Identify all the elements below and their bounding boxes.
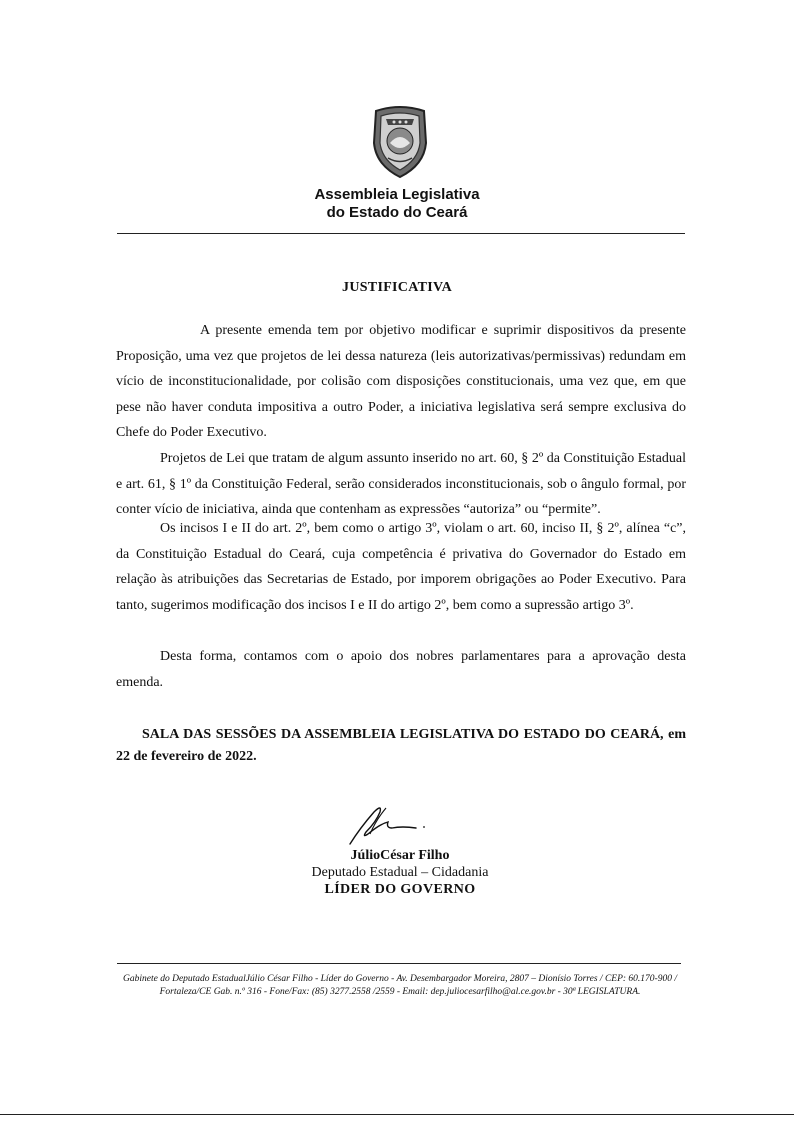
signatory-title: LÍDER DO GOVERNO	[324, 882, 476, 897]
closing-statement: SALA DAS SESSÕES DA ASSEMBLEIA LEGISLATIVA DO ESTADO DO CEARÁ, em 22 de fevereiro de 2022.	[116, 727, 686, 764]
header-divider	[117, 233, 685, 234]
document-title: JUSTIFICATIVA	[342, 280, 452, 295]
state-coat-of-arms-icon	[368, 103, 432, 179]
footer-divider	[117, 963, 681, 964]
institution-name-line2: do Estado do Ceará	[326, 204, 468, 221]
paragraph-1: A presente emenda tem por objetivo modificar e suprimir dispositivos da presente Proposição, uma vez que projetos de lei dessa natureza (leis autorizativas/permissivas) redundam em vício de inconstitucionalidade, por colisão com disposições constitucionais, uma vez que, em que pese não haver conduta impositiva a outro Poder, a iniciativa legislativa será sempre exclusiva do Chefe do Poder Executivo.	[116, 323, 686, 441]
page-bottom-edge	[0, 1114, 794, 1115]
institution-name-line1: Assembleia Legislativa	[314, 186, 480, 203]
signature-block	[290, 847, 510, 898]
signatory-role: Deputado Estadual – Cidadania	[311, 865, 489, 880]
paragraph-3: Os incisos I e II do art. 2º, bem como o artigo 3º, violam o art. 60, inciso II, § 2º, alínea “c”, da Constituição Estadual do Ceará, cuja competência é privativa do Governador do Estado em relação às atribuições das Secretarias de Estado, por imporem obrigações ao Poder Executivo. Para tanto, sugerimos modificação dos incisos I e II do artigo 2º, bem como a supressão artigo 3º.	[116, 521, 686, 613]
handwritten-signature	[340, 798, 430, 850]
footer-line-1: Gabinete do Deputado EstadualJúlio César Filho - Líder do Governo - Av. Desembargador Moreira, 2807 – Dionísio Torres / CEP: 60.170-900 /	[123, 974, 677, 984]
signatory-name: JúlioCésar Filho	[350, 848, 450, 863]
paragraph-4: Desta forma, contamos com o apoio dos nobres parlamentares para a aprovação desta emenda.	[116, 649, 686, 690]
paragraph-2: Projetos de Lei que tratam de algum assunto inserido no art. 60, § 2º da Constituição Estadual e art. 61, § 1º da Constituição Federal, serão considerados inconstitucionais, sob o ângulo formal, por conter vício de iniciativa, ainda que contenham as expressões “autoriza” ou “permite”.	[116, 451, 686, 518]
footer-line-2: Fortaleza/CE Gab. n.º 316 - Fone/Fax: (85) 3277.2558 /2559 - Email: dep.juliocesarfilho@al.ce.gov.br - 30ª LEGISLATURA.	[159, 987, 641, 997]
footer-contact	[110, 973, 690, 999]
